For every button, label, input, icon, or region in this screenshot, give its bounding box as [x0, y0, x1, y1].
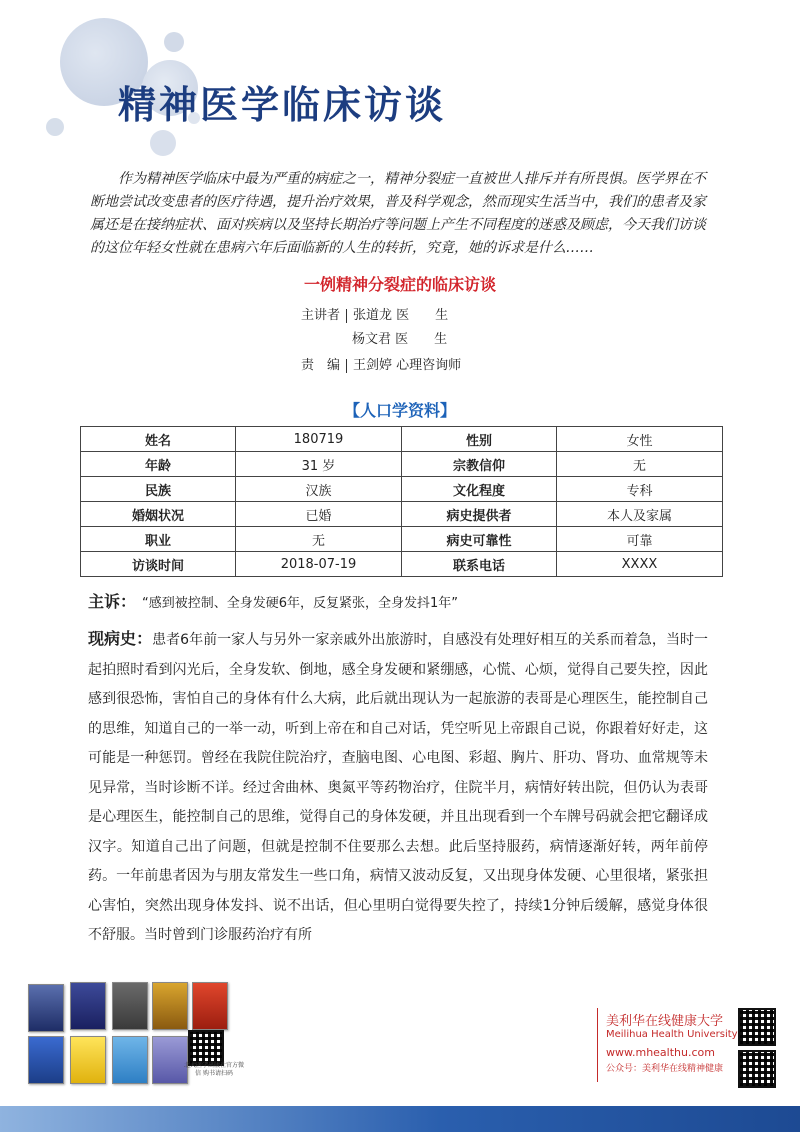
university-name: 美利华在线健康大学 — [606, 1014, 724, 1029]
university-block — [606, 1010, 738, 1074]
divider — [346, 309, 347, 323]
field-value: 本人及家属 — [556, 502, 722, 527]
intro-paragraph: 作为精神医学临床中最为严重的病症之一，精神分裂症一直被世人排斥并有所畏惧。医学界在不断地尝试改变患者的医疗待遇，提升治疗效果，普及科学观念，然而现实生活当中，我们的患者及家属还是在接纳症状、面对疾病以及坚持长期治疗等问题上产生不同程度的迷惑及顾虑，今天我们访谈的这位年轻女性就在患病六年后面临新的人生的转折，究竟，她的诉求是什么…… — [90, 171, 706, 256]
qr-code-icon — [738, 1050, 776, 1088]
demographics-heading: 【人口学资料】 — [343, 401, 456, 420]
article-subtitle: 一例精神分裂症的临床访谈 — [303, 275, 496, 294]
chief-complaint — [88, 589, 458, 612]
field-value: 无 — [235, 527, 401, 552]
field-label: 联系电话 — [402, 552, 557, 577]
field-value: 已婚 — [235, 502, 401, 527]
table-row — [81, 452, 723, 477]
field-value: 专科 — [556, 477, 722, 502]
field-value: 女性 — [556, 427, 722, 452]
credit-editor-row — [300, 354, 461, 373]
field-label: 职业 — [81, 527, 236, 552]
qr-code-icon — [738, 1008, 776, 1046]
field-label: 民族 — [81, 477, 236, 502]
book-cover-image — [152, 982, 188, 1030]
field-value: 180719 — [235, 427, 401, 452]
table-row — [81, 477, 723, 502]
field-value: 31 岁 — [235, 452, 401, 477]
university-name-en: Meilihua Health University — [606, 1029, 738, 1040]
field-label: 性别 — [402, 427, 557, 452]
book-cover-image — [70, 982, 106, 1030]
chief-complaint-text: “感到被控制、全身发硬6年，反复紧张，全身发抖1年” — [142, 596, 459, 611]
field-label: 访谈时间 — [81, 552, 236, 577]
page-title: 精神医学临床访谈 — [118, 83, 447, 127]
book-cover-image — [192, 982, 228, 1030]
field-label: 姓名 — [81, 427, 236, 452]
field-value: 可靠 — [556, 527, 722, 552]
credit-speaker-row — [300, 304, 448, 323]
footer-band — [0, 1106, 800, 1132]
decor-circle — [164, 32, 184, 52]
demographics-table — [80, 426, 723, 577]
wechat-account: 公众号：美利华在线精神健康 — [606, 1064, 724, 1074]
divider — [346, 359, 347, 373]
book-cover-image — [112, 982, 148, 1030]
decor-circle — [150, 130, 176, 156]
present-illness — [88, 624, 708, 951]
table-row — [81, 552, 723, 577]
book-cover-image — [112, 1036, 148, 1084]
field-label: 文化程度 — [402, 477, 557, 502]
editor-name: 王剑婷 心理咨询师 — [353, 358, 462, 373]
field-label: 宗教信仰 — [402, 452, 557, 477]
editor-role: 责 编 — [300, 358, 340, 373]
field-label: 年龄 — [81, 452, 236, 477]
present-illness-label: 现病史： — [88, 629, 153, 648]
speaker-role: 主讲者 — [300, 308, 340, 323]
field-value: XXXX — [556, 552, 722, 577]
book-cover-image — [28, 984, 64, 1032]
qr-code-icon — [188, 1030, 224, 1066]
chief-complaint-label: 主诉： — [88, 592, 137, 611]
decor-circle — [46, 118, 64, 136]
book-cover-image — [152, 1036, 188, 1084]
field-label: 婚姻状况 — [81, 502, 236, 527]
present-illness-text: 患者6年前一家人与另外一家亲戚外出旅游时，自感没有处理好相互的关系而着急，当时一起拍照时看到闪光后，全身发软、倒地，感全身发硬和紧绷感，心慌、心烦，觉得自己要失控，因此感到很恐怖，害怕自己的身体有什么大病，此后就出现认为一起旅游的表哥是心理医生，能控制自己的思维，知道自己的一举一动，听到上帝在和自己对话，凭空听见上帝跟自己说，你跟着好好走，这可能是一种惩罚。曾经在我院住院治疗，查脑电图、心电图、彩超、胸片、肝功、肾功、血常规等未见异常，当时诊断不详。经过舍曲林、奥氮平等药物治疗，住院半月，病情好转出院，但仍认为表哥是心理医生，能控制自己的思维，觉得自己的身体发硬，并且出现看到一个车牌号码就会把它翻译成汉字。知道自己出了问题，但就是控制不住要那么去想。此后坚持服药，病情逐渐好转，两年前停药。一年前患者因为与朋友常发生一些口角，病情又波动反复，又出现身体发硬、心里很堵，紧张担心害怕，突然出现身体发抖、说不出话，但心里明白觉得要失控了，持续1分钟后缓解，感觉身体很不舒服。当时曾到门诊服药治疗有所 — [88, 632, 708, 943]
credit-speaker2-row — [352, 328, 447, 347]
speaker-name: 张道龙 医 生 — [353, 308, 449, 323]
field-label: 病史可靠性 — [402, 527, 557, 552]
book-cover-image — [70, 1036, 106, 1084]
university-url: www.mhealthu.com — [606, 1046, 715, 1059]
table-row — [81, 427, 723, 452]
table-row — [81, 502, 723, 527]
table-row — [81, 527, 723, 552]
speaker-name: 杨文君 医 生 — [352, 332, 448, 347]
book-cover-image — [28, 1036, 64, 1084]
field-value: 汉族 — [235, 477, 401, 502]
field-label: 病史提供者 — [402, 502, 557, 527]
qr-caption: 北大医学出版社官方微信 购书请扫码 — [184, 1062, 245, 1077]
divider — [597, 1008, 598, 1082]
field-value: 无 — [556, 452, 722, 477]
field-value: 2018-07-19 — [235, 552, 401, 577]
